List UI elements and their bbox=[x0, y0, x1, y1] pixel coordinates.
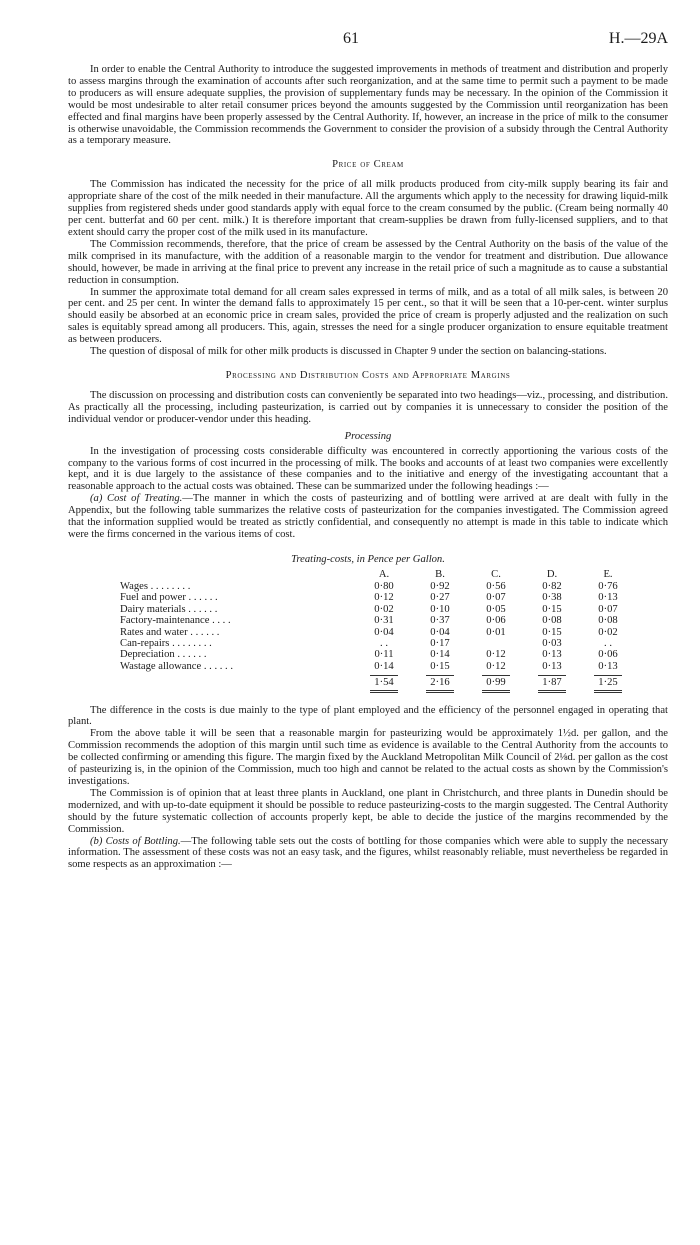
table-cell: 0·37 bbox=[430, 615, 450, 627]
cream-paragraph: The Commission recommends, therefore, that the price of cream be assessed by the Central Authority on the basis of the value of the milk comprised in its manufacture, with the addition of a reasonable margin to the vendor for treatment and distribution. Due allowance should, however, be made in arriving at the final price to prevent any increase in the retail price of such a magnitude as to cause a substantial reduction in consumption. bbox=[68, 238, 668, 286]
table-cell: 0·13 bbox=[598, 660, 618, 672]
table-row bbox=[120, 604, 636, 615]
table-cell: 0·12 bbox=[486, 649, 506, 661]
cream-paragraph: In summer the approximate total demand for all cream sales expressed in terms of milk, and as a total of all milk sales, is between 20 per cent. and 25 per cent. In winter the demand falls to approximately 15 per cent., so that it will be seen that a 10-per-cent. winter surplus should easily be absorbed at an economic price in cream sales, provided the price of cream is properly adjusted and the realization on such sales is equitably spread among all producers. This, again, stresses the need for a single producer organization to ensure equitable treatment as between producers. bbox=[68, 286, 668, 346]
table-cell: 0·12 bbox=[374, 592, 394, 604]
table-cell: 0·08 bbox=[598, 615, 618, 627]
cost-of-bottling-text: —The following table sets out the costs of bottling for those companies which were able to supply the necessary information. The assessment of these costs was not an easy task, and the figures, whilst reasonably reliable, must nevertheless be regarded in some respects as an approximation :— bbox=[68, 835, 669, 871]
column-header: A. bbox=[378, 569, 390, 581]
table-cell: . . bbox=[604, 637, 612, 649]
table-cell: 0·04 bbox=[430, 626, 450, 638]
table-caption: Treating-costs, in Pence per Gallon. bbox=[291, 553, 445, 565]
total-cell: 1·54 bbox=[370, 675, 397, 692]
column-header: B. bbox=[435, 569, 445, 581]
column-header: D. bbox=[546, 569, 558, 581]
subheading-processing: Processing bbox=[344, 430, 392, 442]
table-cell: 0·10 bbox=[430, 603, 450, 615]
table-cell: 0·06 bbox=[598, 649, 618, 661]
table-cell bbox=[468, 638, 524, 649]
table-cell: . . bbox=[380, 637, 388, 649]
table-cell: 0·14 bbox=[374, 660, 394, 672]
row-label: Fuel and power . . . . . . bbox=[120, 592, 218, 604]
processing-paragraph: In the investigation of processing costs considerable difficulty was encountered in correctly apportioning the various costs of the company to the various forms of cost incurred in the processing of milk. The books and accounts of at least two companies were excellently kept, and it is due largely to the assistance of these companies and to the initiative and energy of the investigating accountant that a reasonable approach to the actual costs was obtained. These can be summarized under the following headings :— bbox=[68, 445, 668, 493]
table-cell: 0·92 bbox=[430, 580, 450, 592]
section-heading-processing: Processing and Distribution Costs and Appropriate Margins bbox=[225, 369, 511, 381]
page-header bbox=[68, 30, 668, 52]
treating-costs-table bbox=[120, 569, 636, 693]
table-row bbox=[120, 661, 636, 672]
table-cell: 0·14 bbox=[430, 649, 450, 661]
table-row bbox=[120, 627, 636, 638]
total-cell: 0·99 bbox=[482, 675, 509, 692]
table-cell: 0·04 bbox=[374, 626, 394, 638]
total-cell: 1·25 bbox=[594, 675, 621, 692]
table-cell: 0·01 bbox=[486, 626, 506, 638]
table-cell: 0·38 bbox=[542, 592, 562, 604]
row-label: Dairy materials . . . . . . bbox=[120, 603, 218, 615]
table-row bbox=[120, 581, 636, 592]
after-table-paragraph: The Commission is of opinion that at least three plants in Auckland, one plant in Christchurch, and three plants in Dunedin should be modernized, and with up-to-date equipment it should be possible to reduce pasteurizing-costs to the margin suggested. The Central Authority should by the future systematic collection of accounts properly kept, be able to decide the justice of the margins recommended by the Commission. bbox=[68, 787, 668, 835]
table-cell: 0·80 bbox=[374, 580, 394, 592]
table-cell: 0·56 bbox=[486, 580, 506, 592]
table-cell: 0·12 bbox=[486, 660, 506, 672]
cost-of-treating-paragraph bbox=[68, 493, 668, 541]
total-cell: 2·16 bbox=[426, 675, 453, 692]
table-row bbox=[120, 649, 636, 660]
table-cell: 0·06 bbox=[486, 615, 506, 627]
table-cell: 0·08 bbox=[542, 615, 562, 627]
cream-paragraph: The Commission has indicated the necessity for the price of all milk products produced from city-milk supply bearing its fair and appropriate share of the cost of the milk needed in their manufacture. All the arguments which apply to the necessity for drawing liquid-milk supplies from registered sheds under good standards apply with equal force to the cream consumed by the public. (Cream being normally 40 per cent. butterfat and 60 per cent. milk.) It is therefore important that cream-supplies be drawn from fully-licensed suppliers, and to that extent should carry the proper cost of the milk used in its manufacture. bbox=[68, 179, 668, 238]
row-label: Wages . . . . . . . . bbox=[120, 580, 191, 592]
table-cell: 0·13 bbox=[598, 592, 618, 604]
processing-intro: The discussion on processing and distribution costs can conveniently be separated into two headings—viz., processing, and distribution. As practically all the processing, including pasteurization, is carried out by companies it is unnecessary to consider the position of the individual vendor or producer-vendor under this heading. bbox=[68, 389, 668, 425]
cost-of-treating-text: —The manner in which the costs of pasteurizing and of bottling were arrived at are dealt with fully in the Appendix, but the following table summarizes the relative costs of pasteurization for the companies investigated. The Commission agreed that the information supplied would be treated as strictly confidential, and consequently no attempt is made in this table to indicate which were the firms concerned in the various items of cost. bbox=[68, 493, 669, 540]
table-cell: 0·13 bbox=[542, 660, 562, 672]
table-cell: 0·15 bbox=[430, 660, 450, 672]
table-cell: 0·05 bbox=[486, 603, 506, 615]
section-heading-cream: Price of Cream bbox=[332, 159, 404, 171]
table-cell: 0·31 bbox=[374, 615, 394, 627]
table-cell: 0·15 bbox=[542, 626, 562, 638]
column-header: E. bbox=[603, 569, 613, 581]
cost-of-treating-label: (a) Cost of Treating. bbox=[90, 493, 183, 505]
row-label: Wastage allowance . . . . . . bbox=[120, 660, 233, 672]
table-header-row bbox=[120, 569, 636, 581]
cost-of-bottling-label: (b) Costs of Bottling. bbox=[90, 835, 181, 847]
table-cell: 0·02 bbox=[598, 626, 618, 638]
column-header: C. bbox=[491, 569, 501, 581]
table-cell: 0·76 bbox=[598, 580, 618, 592]
table-cell: 0·27 bbox=[430, 592, 450, 604]
row-label: Factory-maintenance . . . . bbox=[120, 615, 231, 627]
row-label: Rates and water . . . . . . bbox=[120, 626, 220, 638]
totals-row bbox=[120, 672, 636, 692]
table-cell: 0·82 bbox=[542, 580, 562, 592]
total-cell: 1·87 bbox=[538, 675, 565, 692]
document-page bbox=[68, 30, 668, 871]
table-cell: 0·15 bbox=[542, 603, 562, 615]
table-cell: 0·07 bbox=[598, 603, 618, 615]
row-label: Depreciation . . . . . . bbox=[120, 649, 207, 661]
table-row bbox=[120, 615, 636, 626]
table-row bbox=[120, 592, 636, 603]
row-label: Can-repairs . . . . . . . . bbox=[120, 637, 212, 649]
table-cell: 0·03 bbox=[542, 637, 562, 649]
table-cell: 0·17 bbox=[430, 637, 450, 649]
table-cell: 0·11 bbox=[374, 649, 394, 661]
cost-of-bottling-paragraph bbox=[68, 836, 668, 872]
intro-paragraph: In order to enable the Central Authority to introduce the suggested improvements in methods of treatment and distribution and properly to assess margins through the examination of accounts after such reorganization, and at the same time to permit such a payment to be made to producers as will ensure adequate supplies, the provision of supplementary funds may be necessary. In the opinion of the Commission it would be most undesirable to alter retail consumer prices beyond the amounts suggested by the Commission until reorganization has been effected and final margins have been properly assessed by the Central Authority. If, however, an increase in the price of milk to the consumer is otherwise unavoidable, the Commission recommends the Government to consider the provision of a subsidy through the Central Authority as a temporary measure. bbox=[68, 64, 668, 147]
after-table-paragraph: The difference in the costs is due mainly to the type of plant employed and the efficiency of the personnel engaged in operating that plant. bbox=[68, 704, 668, 728]
cream-paragraph: The question of disposal of milk for other milk products is discussed in Chapter 9 under the section on balancing-stations. bbox=[90, 346, 607, 358]
table-row bbox=[120, 638, 636, 649]
table-cell: 0·07 bbox=[486, 592, 506, 604]
table-cell: 0·13 bbox=[542, 649, 562, 661]
after-table-paragraph: From the above table it will be seen that a reasonable margin for pasteurizing would be approximately 1½d. per gallon, and the Commission recommends the adoption of this margin until such time as evidence is available to the Central Authority from the accounts to be collected confirming or amending this figure. The margin fixed by the Auckland Metropolitan Milk Council of 2⅛d. per gallon as the cost of pasteurizing is, in the opinion of the Commission, much too high and cannot be related to the actual costs as shown by the Commission's investigations. bbox=[68, 728, 668, 787]
table-cell: 0·02 bbox=[374, 603, 394, 615]
page-number: 61 bbox=[343, 30, 359, 47]
document-reference: H.—29A bbox=[608, 30, 668, 47]
